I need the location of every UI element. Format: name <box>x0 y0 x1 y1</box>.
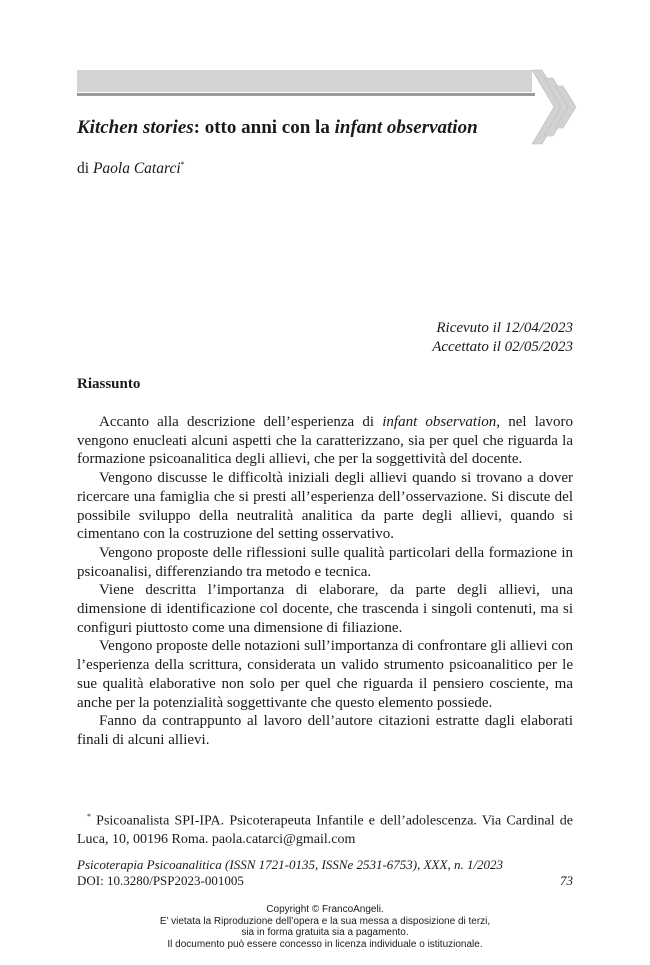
copyright-notice <box>0 904 650 950</box>
abstract-paragraph: Viene descritta l’importanza di elaborare, da parte degli allievi, una dimensione di identificazione col docente, che trascenda i singoli contenuti, ma si configuri piuttosto come una dimensione di filiazione. <box>77 582 573 636</box>
journal-citation: Psicoterapia Psicoanalitica (ISSN 1721-0135, ISSNe 2531-6753), XXX, n. 1/2023 <box>77 857 504 872</box>
abstract-text: , nel lavoro vengono enucleati alcuni aspetti che la caratterizzano, sia per quel che riguarda la formazione psicoanalitica degli allievi, che per la soggettività del docente. <box>77 414 574 468</box>
submission-dates <box>432 319 573 357</box>
received-date: Ricevuto il 12/04/2023 <box>436 320 573 336</box>
header-bar <box>77 70 532 92</box>
abstract-text: Accanto alla descrizione dell’esperienza di <box>99 414 383 430</box>
abstract-heading: Riassunto <box>77 376 141 392</box>
doi: DOI: 10.3280/PSP2023-001005 <box>77 873 244 888</box>
title-italic-end: infant observation <box>334 117 478 138</box>
abstract-paragraph <box>77 413 573 469</box>
author-prefix: di <box>77 160 93 178</box>
article-title <box>77 117 478 139</box>
author-footnote-mark: * <box>180 160 185 169</box>
abstract-paragraph: Vengono discusse le difficoltà iniziali degli allievi quando si trovano a dover ricercare una famiglia che si presti all’esperienza dell’osservazione. Si discute del possibile sviluppo della neutralità analitica da parte degli allievi, quando si cimentano con la costruzione del setting osservativo. <box>77 470 573 543</box>
author-name: Paola Catarci <box>92 160 181 178</box>
copyright-line: Il documento può essere concesso in licenza individuale o istituzionale. <box>167 938 483 950</box>
copyright-line: sia in forma gratuita sia a pagamento. <box>241 927 409 938</box>
journal-info <box>77 857 573 889</box>
header-rule <box>77 93 535 96</box>
title-plain-part: : otto anni con la <box>193 117 335 138</box>
page-number: 73 <box>560 873 573 888</box>
abstract-paragraph: Fanno da contrappunto al lavoro dell’autore citazioni estratte dagli elaborati finali di alcuni allievi. <box>77 713 573 748</box>
author-footnote <box>77 808 573 850</box>
title-italic-part: Kitchen stories <box>77 117 194 138</box>
abstract-emphasis: infant observation <box>382 414 497 430</box>
accepted-date: Accettato il 02/05/2023 <box>432 339 573 355</box>
doi-row <box>77 873 573 889</box>
abstract-paragraph: Vengono proposte delle notazioni sull’importanza di confrontare gli allievi con l’esperienza della scrittura, considerata un valido strumento psicoanalitico per le sue qualità elaborative non solo per quel che riguarda il pensiero cosciente, ma anche per la potenzialità soggettivante che questo elemento possiede. <box>77 638 573 711</box>
copyright-line: Copyright © FrancoAngeli. <box>266 904 384 915</box>
footnote-mark: * <box>87 812 91 821</box>
footnote-text: Psicoanalista SPI-IPA. Psicoterapeuta Infantile e dell’adolescenza. Via Cardinal de Luca, 10, 00196 Roma. paola.catarci@gmail.com <box>77 813 573 848</box>
abstract-paragraph: Vengono proposte delle riflessioni sulle qualità particolari della formazione in psicoanalisi, differenziando tra metodo e tecnica. <box>77 544 573 580</box>
abstract-body <box>77 413 573 750</box>
copyright-line: E’ vietata la Riproduzione dell’opera e la sua messa a disposizione di terzi, <box>159 915 491 927</box>
author-line <box>77 160 185 178</box>
chevron-arrows-icon <box>530 68 578 146</box>
